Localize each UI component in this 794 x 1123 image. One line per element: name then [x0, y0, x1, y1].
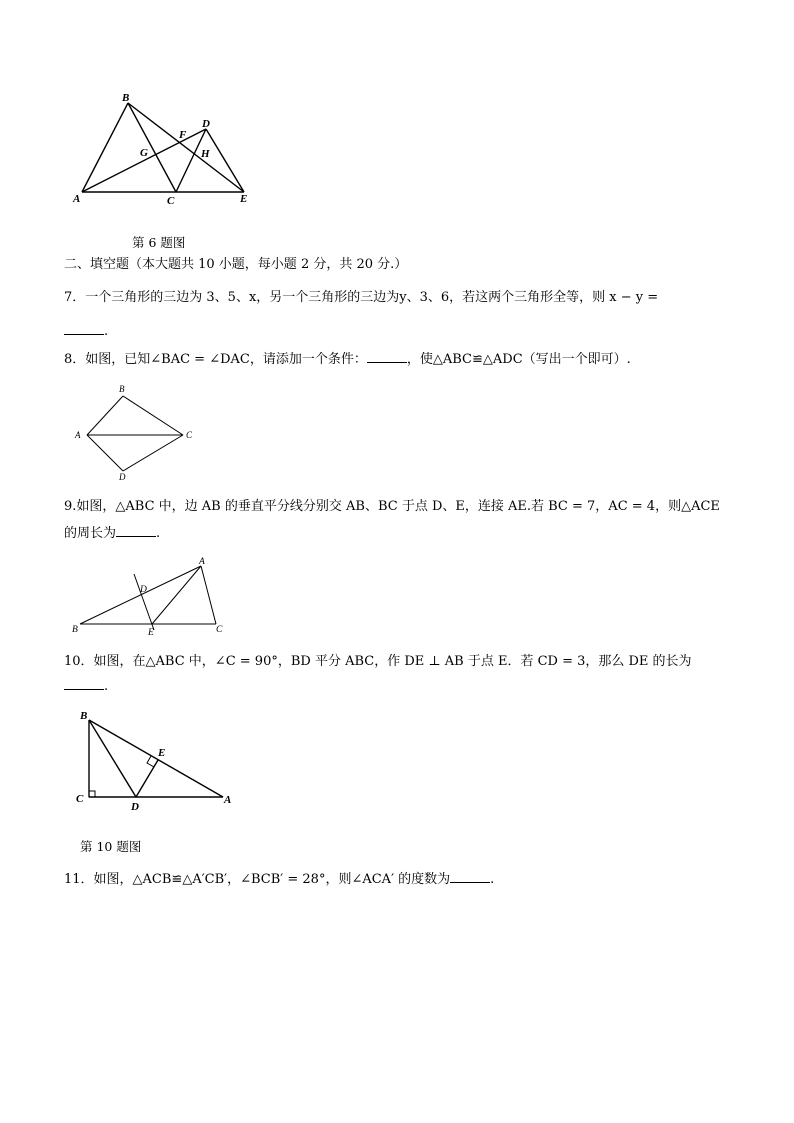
label-d-10: D	[131, 801, 139, 813]
section-2-heading: 二、填空题（本大题共 10 小题，每小题 2 分，共 20 分.）	[64, 257, 408, 272]
label-e-9: E	[148, 628, 154, 638]
label-d: D	[202, 118, 210, 130]
label-f: F	[179, 129, 187, 141]
segment-ab-8	[87, 396, 123, 435]
answer-blank-q7[interactable]	[64, 322, 104, 335]
figure-6-diagram	[68, 88, 263, 213]
right-angle-mark-e	[147, 756, 154, 767]
answer-blank-q8[interactable]	[367, 350, 407, 363]
label-c: C	[167, 195, 175, 207]
question-10-tail: .	[104, 679, 109, 694]
segment-bc-8	[123, 396, 183, 435]
answer-blank-q9[interactable]	[116, 524, 156, 537]
label-e-10: E	[158, 747, 166, 759]
label-b-8: B	[119, 384, 125, 394]
perpendicular-bisector-9	[134, 574, 154, 630]
figure-6-caption: 第 6 题图	[132, 235, 186, 250]
question-9-text-b: .	[156, 526, 161, 541]
question-10-text: 10．如图，在△ABC 中，∠C = 90°，BD 平分 ABC，作 DE ⊥ AB 于点 E．若 CD = 3，那么 DE 的长为	[64, 654, 692, 669]
question-9-line2	[64, 524, 160, 543]
right-angle-mark-c	[89, 791, 95, 797]
segment-de-10	[136, 760, 158, 797]
question-7-answer-line	[64, 322, 108, 341]
label-d-8: D	[119, 472, 126, 482]
segment-ae-9	[152, 566, 201, 624]
question-9-text: 9.如图，△ABC 中，边 AB 的垂直平分线分别交 AB、BC 于点 D、E，连接 AE.若 BC = 7，AC = 4，则△ACE	[64, 499, 720, 514]
segment-de	[206, 129, 244, 192]
label-e: E	[240, 193, 248, 205]
figure-8-diagram	[70, 382, 200, 482]
label-h: H	[201, 148, 210, 160]
question-11-text-a: 11．如图，△ACB≌△A′CB′，∠BCB′ = 28°，则∠ACA′ 的度数为	[64, 872, 451, 887]
label-b: B	[122, 92, 130, 104]
question-10-answer-line	[64, 677, 108, 696]
question-7-tail: .	[104, 324, 109, 339]
label-a-9: A	[199, 557, 205, 567]
label-c-10: C	[76, 793, 84, 805]
question-11-text-b: .	[490, 872, 495, 887]
question-9-text-a: 的周长为	[64, 526, 117, 541]
label-b-10: B	[80, 710, 88, 722]
label-b-9: B	[72, 625, 78, 635]
label-g: G	[140, 147, 148, 159]
figure-10-diagram	[72, 706, 242, 816]
label-a-10: A	[224, 794, 232, 806]
figure-9-diagram	[66, 554, 236, 640]
question-7-text: 7．一个三角形的三边为 3、5、x，另一个三角形的三边为y、3、6，若这两个三角形全等，则 x − y =	[64, 290, 659, 305]
segment-bd-10	[89, 720, 136, 797]
label-a-8: A	[75, 430, 81, 440]
label-a: A	[73, 193, 81, 205]
segment-ba-9	[80, 566, 201, 624]
answer-blank-q10[interactable]	[64, 677, 104, 690]
question-8-text	[64, 350, 631, 369]
segment-dc-8	[123, 435, 183, 471]
answer-blank-q11[interactable]	[450, 870, 490, 883]
segment-ad	[82, 129, 206, 192]
question-11-text	[64, 870, 494, 889]
figure-10-caption: 第 10 题图	[80, 839, 142, 854]
label-c-9: C	[216, 625, 223, 635]
label-c-8: C	[186, 430, 193, 440]
label-d-9: D	[140, 585, 147, 595]
question-8-text-b: ，使△ABC≌△ADC（写出一个即可）.	[406, 352, 631, 367]
segment-ab	[82, 103, 128, 192]
segment-ba-10	[89, 720, 223, 797]
segment-ac-9	[201, 566, 216, 624]
segment-ad-8	[87, 435, 123, 471]
question-8-text-a: 8．如图，已知∠BAC = ∠DAC，请添加一个条件：	[64, 352, 367, 367]
